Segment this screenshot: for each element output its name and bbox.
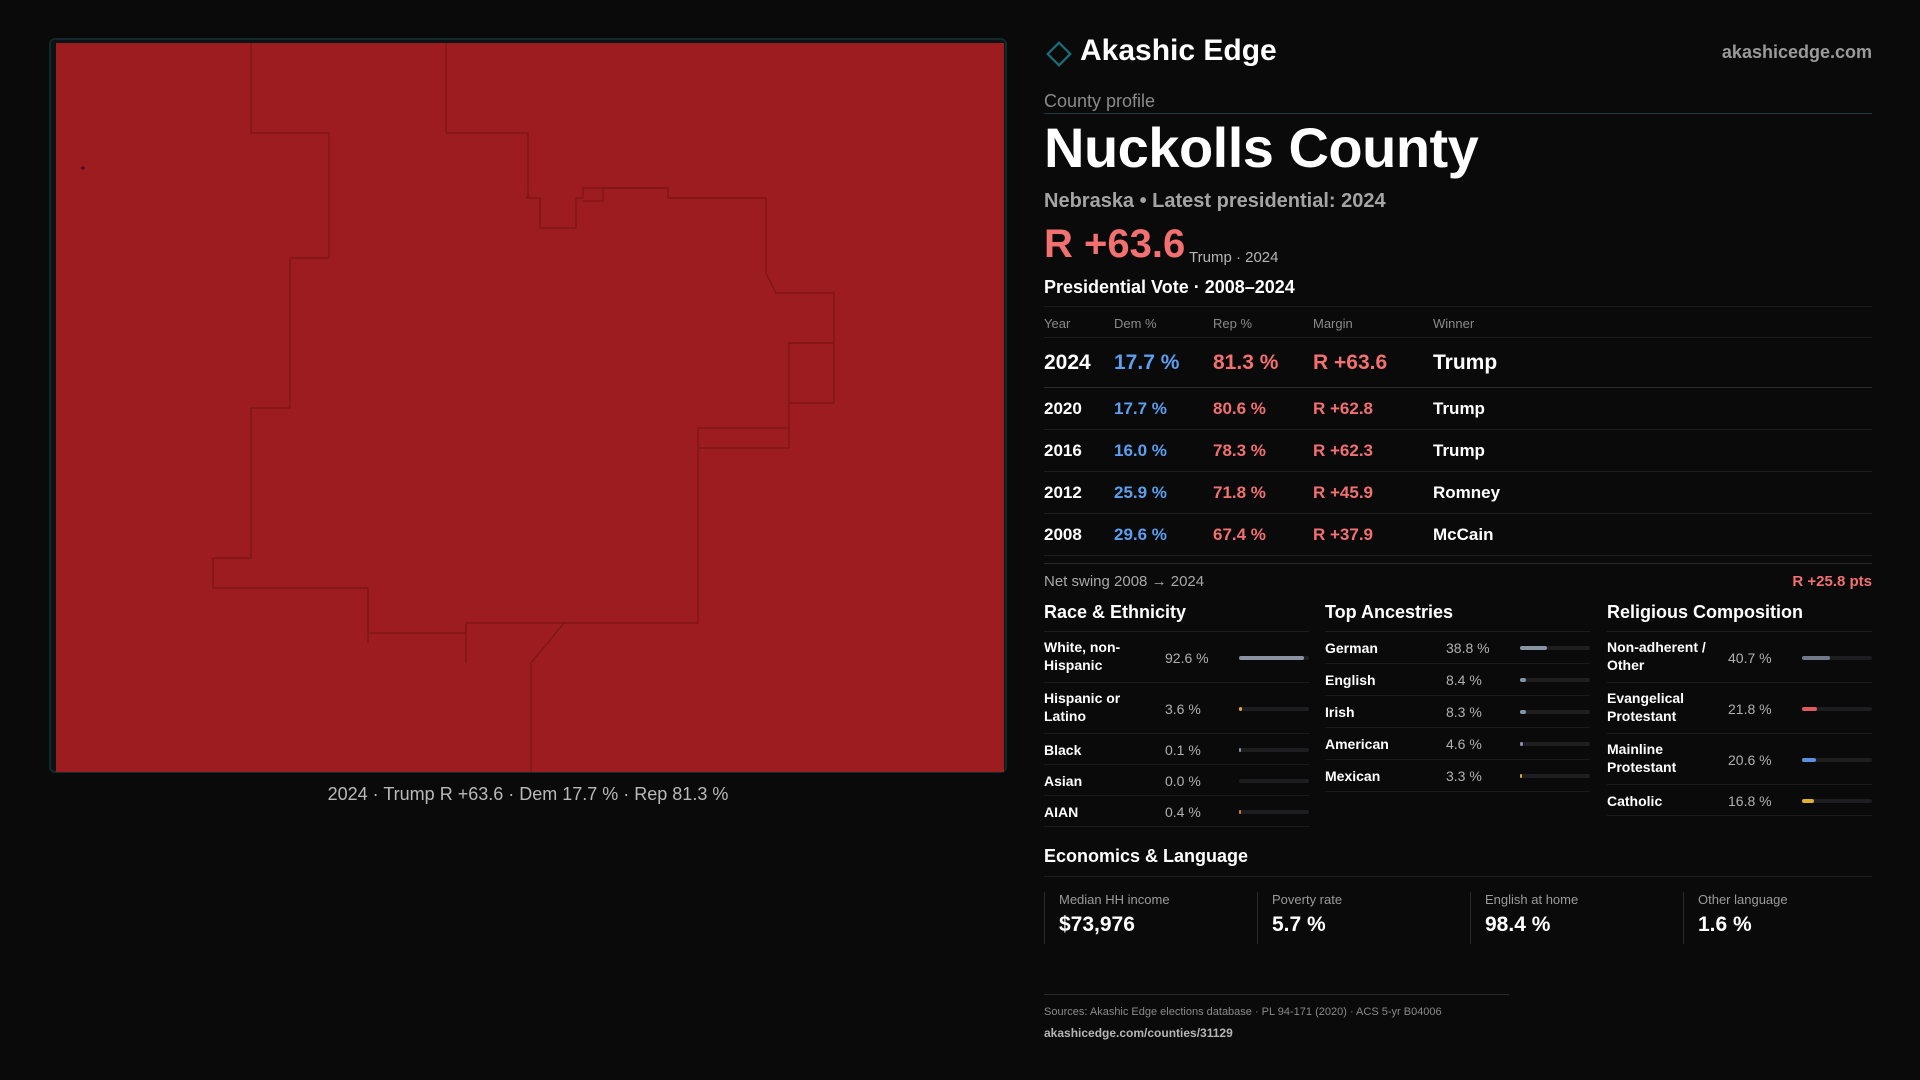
stat-english-at-home [1470, 892, 1578, 944]
bar-track [1520, 774, 1590, 778]
stat-label: Poverty rate [1272, 892, 1343, 907]
religion-list [1607, 632, 1872, 816]
item-percent: 8.4 % [1446, 672, 1482, 688]
cell-year: 2016 [1044, 441, 1082, 460]
bar-fill [1239, 810, 1241, 814]
stat-median-income [1044, 892, 1170, 944]
economics-title: Economics & Language [1044, 846, 1249, 866]
stat-value: 98.4 % [1485, 913, 1551, 936]
header-rep: Rep % [1213, 316, 1253, 331]
item-label: German [1325, 640, 1378, 656]
item-label: Hispanic or Latino [1044, 690, 1121, 724]
item-percent: 40.7 % [1728, 649, 1772, 666]
table-row [1044, 430, 1872, 472]
headline-note: Trump · 2024 [1189, 249, 1279, 266]
item-label: Catholic [1607, 792, 1663, 809]
item-percent: 4.6 % [1446, 736, 1482, 752]
list-item [1607, 734, 1872, 785]
religion-section [1607, 602, 1872, 816]
cell-year: 2008 [1044, 525, 1082, 544]
sources-text: Sources: Akashic Edge elections database · PL 94-171 (2020) · ACS 5-yr B04006 [1044, 1006, 1442, 1018]
bar-fill [1239, 748, 1241, 752]
item-percent: 92.6 % [1165, 649, 1209, 666]
bar-fill [1520, 774, 1522, 778]
bar-track [1520, 678, 1590, 682]
item-label: English [1325, 672, 1376, 688]
bar-track [1520, 646, 1590, 650]
diamond-logo-icon [1046, 41, 1072, 67]
table-row [1044, 472, 1872, 514]
list-item [1607, 632, 1872, 683]
cell-rep: 71.8 % [1213, 483, 1266, 502]
cell-dem: 25.9 % [1114, 483, 1167, 502]
header-margin: Margin [1313, 316, 1353, 331]
brand-divider [1044, 113, 1872, 114]
cell-rep: 78.3 % [1213, 441, 1266, 460]
ancestries-title: Top Ancestries [1325, 602, 1590, 632]
cell-margin: R +62.8 [1313, 399, 1374, 418]
cell-margin: R +37.9 [1313, 525, 1374, 544]
economics-divider [1044, 876, 1872, 877]
item-percent: 3.6 % [1165, 700, 1201, 717]
item-percent: 0.1 % [1165, 741, 1201, 758]
bar-fill [1520, 742, 1523, 746]
cell-year: 2020 [1044, 399, 1082, 418]
stat-other-language [1683, 892, 1788, 944]
vote-table-title: Presidential Vote · 2008–2024 [1044, 277, 1295, 297]
bar-fill [1802, 799, 1814, 803]
cell-margin: R +62.3 [1313, 441, 1374, 460]
item-percent: 3.3 % [1446, 768, 1482, 784]
sources-divider [1044, 994, 1509, 995]
item-label: White, non-Hispanic [1044, 639, 1121, 673]
header-winner: Winner [1433, 316, 1475, 331]
county-shape[interactable] [56, 43, 1004, 772]
cell-winner: Trump [1433, 399, 1485, 418]
cell-winner: Romney [1433, 483, 1501, 502]
table-row [1044, 388, 1872, 430]
cell-dem: 17.7 % [1114, 399, 1167, 418]
net-swing-label: Net swing 2008 → 2024 [1044, 573, 1205, 590]
stat-poverty-rate [1257, 892, 1342, 944]
bar-fill [1520, 710, 1526, 714]
stat-label: English at home [1485, 892, 1579, 907]
list-item [1607, 683, 1872, 734]
item-label: Black [1044, 741, 1082, 758]
race-ethnicity-section [1044, 602, 1309, 827]
item-percent: 8.3 % [1446, 704, 1482, 720]
bar-fill [1520, 678, 1526, 682]
cell-margin: R +45.9 [1313, 483, 1374, 502]
brand-url-link[interactable]: akashicedge.com [1721, 42, 1872, 62]
cell-rep: 81.3 % [1213, 351, 1279, 374]
cell-year: 2012 [1044, 483, 1082, 502]
table-row [1044, 338, 1872, 388]
brand-header [1044, 34, 1872, 74]
bar-fill [1239, 707, 1242, 711]
item-percent: 20.6 % [1728, 751, 1772, 768]
cell-winner: Trump [1433, 441, 1485, 460]
bar-track [1802, 707, 1872, 711]
list-item [1325, 760, 1590, 792]
item-label: Irish [1325, 704, 1355, 720]
item-label: AIAN [1044, 803, 1079, 820]
list-item [1044, 683, 1309, 734]
stat-label: Other language [1698, 892, 1788, 907]
bar-fill [1520, 646, 1547, 650]
vote-table-header [1044, 306, 1872, 338]
list-item [1044, 632, 1309, 683]
net-swing-value: R +25.8 pts [1792, 573, 1872, 590]
map-caption: 2024 · Trump R +63.6 · Dem 17.7 % · Rep 81.3 % [327, 784, 729, 804]
cell-winner: Trump [1433, 351, 1498, 374]
stat-value: 1.6 % [1698, 913, 1752, 936]
county-map[interactable] [49, 38, 1007, 773]
table-row [1044, 514, 1872, 556]
item-label: Evangelical Protestant [1607, 690, 1685, 724]
map-marker-dot [82, 167, 85, 170]
list-item [1325, 632, 1590, 664]
swing-divider [1044, 563, 1872, 564]
bar-track [1802, 799, 1872, 803]
page-eyebrow: County profile [1044, 91, 1156, 111]
item-label: Non-adherent / Other [1607, 639, 1706, 673]
religion-title: Religious Composition [1607, 602, 1872, 632]
item-label: American [1325, 736, 1389, 752]
list-item [1044, 765, 1309, 796]
item-percent: 16.8 % [1728, 792, 1772, 809]
bar-fill [1802, 656, 1830, 660]
page-title: Nuckolls County [1044, 116, 1479, 179]
item-percent: 38.8 % [1446, 640, 1490, 656]
stat-value: 5.7 % [1272, 913, 1326, 936]
item-percent: 0.4 % [1165, 803, 1201, 820]
item-percent: 0.0 % [1165, 772, 1201, 789]
cell-winner: McCain [1433, 525, 1494, 544]
list-item [1325, 696, 1590, 728]
item-label: Mexican [1325, 768, 1381, 784]
item-label: Asian [1044, 772, 1083, 789]
vote-table [1044, 306, 1872, 556]
cell-dem: 29.6 % [1114, 525, 1167, 544]
list-item [1044, 734, 1309, 765]
stat-label: Median HH income [1059, 892, 1170, 907]
bar-track [1239, 748, 1309, 752]
bar-fill [1239, 656, 1304, 660]
cell-dem: 17.7 % [1114, 351, 1180, 374]
cell-year: 2024 [1044, 351, 1091, 374]
brand-name: Akashic Edge [1080, 34, 1277, 67]
page-subtitle: Nebraska • Latest presidential: 2024 [1044, 190, 1386, 212]
stat-value: $73,976 [1059, 913, 1135, 936]
ancestry-list [1325, 632, 1590, 792]
bar-fill [1802, 707, 1817, 711]
cell-rep: 67.4 % [1213, 525, 1266, 544]
list-item [1607, 785, 1872, 816]
ancestries-section [1325, 602, 1590, 792]
race-list [1044, 632, 1309, 827]
bar-track [1520, 710, 1590, 714]
bar-track [1520, 742, 1590, 746]
county-map-svg[interactable] [56, 43, 1004, 772]
cell-dem: 16.0 % [1114, 441, 1167, 460]
list-item [1325, 728, 1590, 760]
headline-margin: R +63.6 [1044, 222, 1186, 266]
bar-track [1239, 656, 1309, 660]
bar-track [1239, 779, 1309, 783]
item-percent: 21.8 % [1728, 700, 1772, 717]
list-item [1044, 796, 1309, 827]
bar-track [1239, 707, 1309, 711]
header-year: Year [1044, 316, 1071, 331]
bar-fill [1802, 758, 1816, 762]
cell-rep: 80.6 % [1213, 399, 1266, 418]
race-ethnicity-title: Race & Ethnicity [1044, 602, 1309, 632]
cell-margin: R +63.6 [1313, 351, 1388, 374]
header-dem: Dem % [1114, 316, 1157, 331]
bar-track [1802, 656, 1872, 660]
bar-track [1802, 758, 1872, 762]
list-item [1325, 664, 1590, 696]
bar-track [1239, 810, 1309, 814]
item-label: Mainline Protestant [1607, 741, 1677, 775]
sources-url-link[interactable]: akashicedge.com/counties/31129 [1044, 1026, 1233, 1040]
